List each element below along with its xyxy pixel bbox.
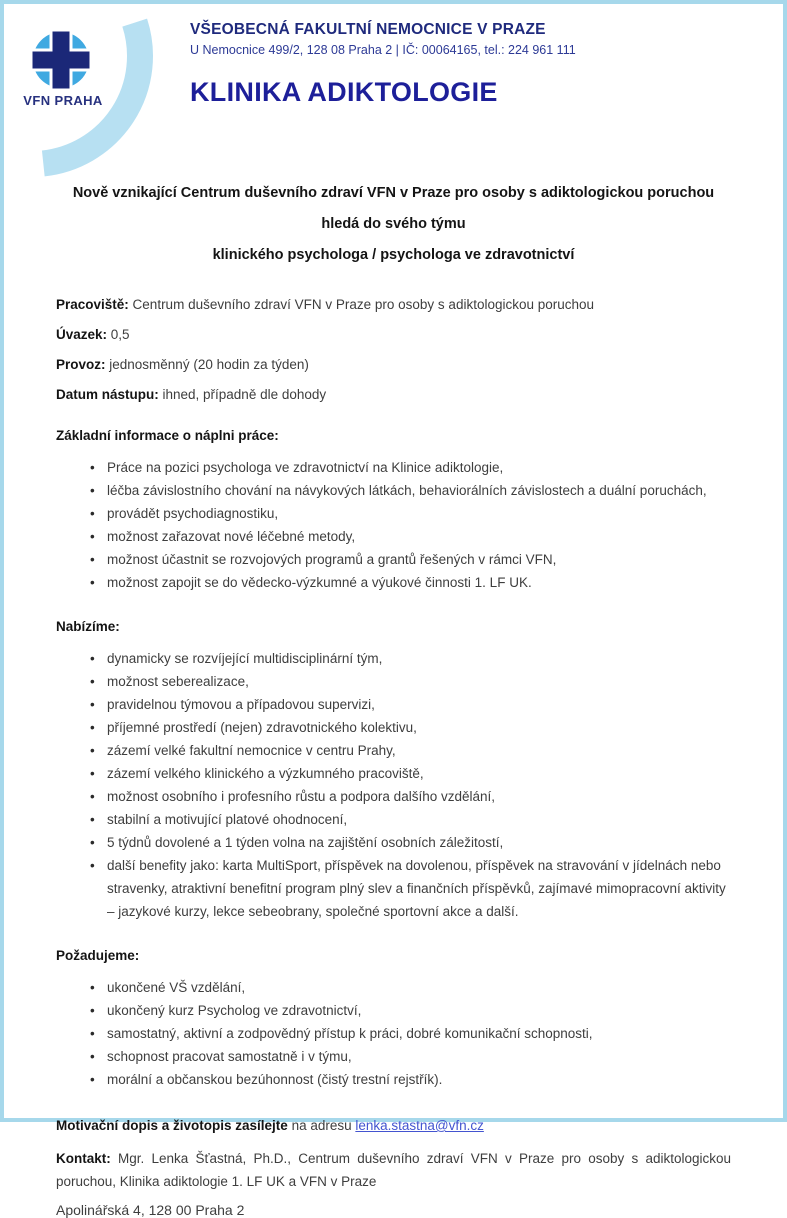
address-line: Apolinářská 4, 128 00 Praha 2 <box>56 1202 245 1218</box>
bullet-list-we-offer <box>56 647 731 923</box>
list-item: • schopnost pracovat samostatně i v týmu, <box>89 1045 731 1068</box>
list-item: • ukončené VŠ vzdělání, <box>89 976 731 999</box>
list-item: • morální a občanskou bezúhonnost (čistý trestní rejstřík). <box>89 1068 731 1091</box>
headline-line-2: hledá do svého týmu <box>321 216 466 232</box>
hospital-name: VŠEOBECNÁ FAKULTNÍ NEMOCNICE V PRAZE <box>190 21 546 38</box>
section-heading: Nabízíme: <box>56 619 120 634</box>
contact-label: Kontakt: <box>56 1151 111 1166</box>
list-item: • stabilní a motivující platové ohodnocení, <box>89 808 731 831</box>
list-item: • možnost zařazovat nové léčebné metody, <box>89 525 731 548</box>
hospital-cross-icon <box>31 30 91 90</box>
meta-line-workload <box>56 326 731 343</box>
section-heading: Požadujeme: <box>56 948 140 963</box>
hospital-address: U Nemocnice 499/2, 128 08 Praha 2 | IČ: 00064165, tel.: 224 961 111 <box>190 43 576 57</box>
headline-line-3: klinického psychologa / psychologa ve zdravotnictví <box>212 247 575 263</box>
apply-instruction-bold: Motivační dopis a životopis zasílejte <box>56 1118 288 1133</box>
list-item: • příjemné prostředí (nejen) zdravotnického kolektivu, <box>89 716 731 739</box>
logo-caption: VFN PRAHA <box>23 93 103 108</box>
meta-value: Centrum duševního zdraví VFN v Praze pro osoby s adiktologickou poruchou <box>128 297 595 312</box>
apply-instruction <box>56 1117 731 1134</box>
list-item: • léčba závislostního chování na návykových látkách, behaviorálních závislostech a duální poruchách, <box>89 479 731 502</box>
section-we-offer <box>56 619 731 923</box>
list-item: • provádět psychodiagnostiku, <box>89 502 731 525</box>
meta-label: Provoz: <box>56 357 106 372</box>
list-item: • pravidelnou týmovou a případovou supervizi, <box>89 693 731 716</box>
clinic-name: KLINIKA ADIKTOLOGIE <box>190 77 498 107</box>
job-headline <box>4 178 783 271</box>
vfn-logo <box>4 4 184 182</box>
contact-paragraph <box>56 1147 731 1193</box>
list-item: • možnost seberealizace, <box>89 670 731 693</box>
section-heading: Základní informace o náplni práce: <box>56 428 279 443</box>
list-item: • dynamicky se rozvíjející multidisciplinární tým, <box>89 647 731 670</box>
email-link[interactable]: lenka.stastna@vfn.cz <box>355 1118 484 1133</box>
list-item: • zázemí velkého klinického a výzkumného pracoviště, <box>89 762 731 785</box>
list-item: • 5 týdnů dovolené a 1 týden volna na zajištění osobních záležitostí, <box>89 831 731 854</box>
apply-instruction-text: na adresu <box>287 1118 356 1133</box>
meta-value: 0,5 <box>107 327 130 342</box>
meta-line-workplace <box>56 296 731 313</box>
headline-line-1: Nově vznikající Centrum duševního zdraví VFN v Praze pro osoby s adiktologickou poruchou <box>72 185 715 201</box>
list-item: • ukončený kurz Psycholog ve zdravotnictví, <box>89 999 731 1022</box>
list-item: • možnost zapojit se do vědecko-výzkumné a výukové činnosti 1. LF UK. <box>89 571 731 594</box>
section-requirements <box>56 948 731 1091</box>
document-body <box>4 296 783 1218</box>
list-item: • zázemí velké fakultní nemocnice v centru Prahy, <box>89 739 731 762</box>
list-item: • další benefity jako: karta MultiSport, příspěvek na dovolenou, příspěvek na stravování v jídelnách nebo stravenky, atraktivní benefitní program plný slev a finančních příspěvků, zajímavé mimopracovní aktivity – jazykové kurzy, lekce sebeobrany, společné sportovní akce a další. <box>89 854 731 923</box>
header <box>4 4 783 176</box>
job-meta <box>56 296 731 403</box>
meta-value: ihned, případně dle dohody <box>158 387 327 402</box>
bullet-list-requirements <box>56 976 731 1091</box>
list-item: • možnost účastnit se rozvojových programů a grantů řešených v rámci VFN, <box>89 548 731 571</box>
meta-label: Úvazek: <box>56 327 108 342</box>
meta-line-shift <box>56 356 731 373</box>
meta-label: Datum nástupu: <box>56 387 159 402</box>
list-item: • samostatný, aktivní a zodpovědný přístup k práci, dobré komunikační schopnosti, <box>89 1022 731 1045</box>
list-item: • možnost osobního i profesního růstu a podpora dalšího vzdělání, <box>89 785 731 808</box>
section-job-description <box>56 428 731 594</box>
contact-text: Mgr. Lenka Šťastná, Ph.D., Centrum duševního zdraví VFN v Praze pro osoby s adiktologickou poruchou, Klinika adiktologie 1. LF UK a VFN v Praze <box>56 1151 731 1189</box>
list-item: • Práce na pozici psychologa ve zdravotnictví na Klinice adiktologie, <box>89 456 731 479</box>
meta-value: jednosměnný (20 hodin za týden) <box>105 357 309 372</box>
meta-line-start-date <box>56 386 731 403</box>
bullet-list-job-description <box>56 456 731 594</box>
meta-label: Pracoviště: <box>56 297 129 312</box>
